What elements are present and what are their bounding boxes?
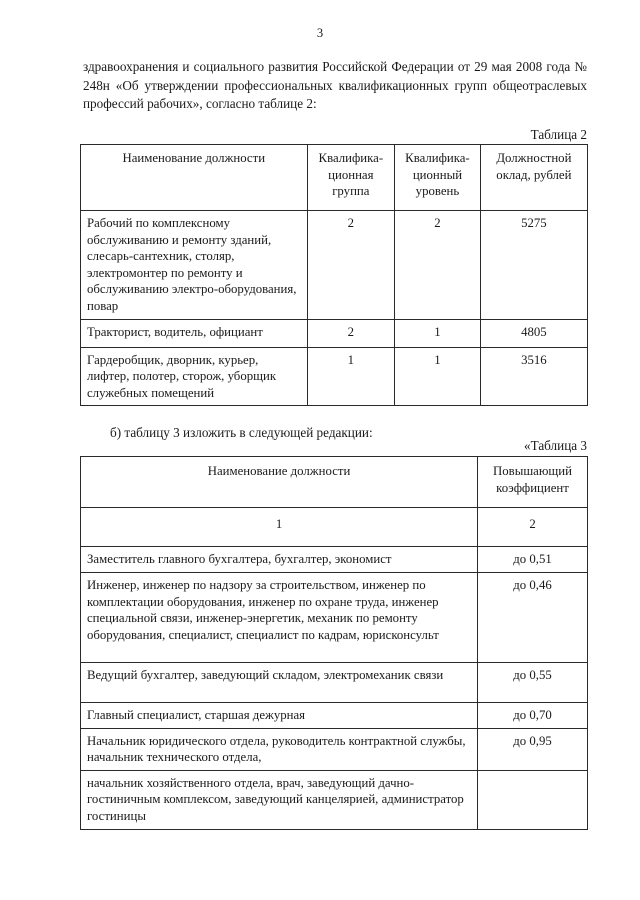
table-row xyxy=(81,547,588,573)
table3-header-position: Наименование должности xyxy=(81,457,478,508)
table3-cell-coefficient: до 0,55 xyxy=(478,663,588,703)
table2-cell-level: 2 xyxy=(395,211,481,320)
table-row xyxy=(81,347,588,406)
table-row xyxy=(81,319,588,347)
table3-cell-coefficient xyxy=(478,770,588,829)
table3-column-number: 1 xyxy=(81,508,478,547)
table3-caption: «Таблица 3 xyxy=(524,438,587,453)
table2 xyxy=(80,144,588,406)
table2-caption: Таблица 2 xyxy=(530,127,587,142)
table3-cell-position: Инженер, инженер по надзору за строительством, инженер по комплектации оборудования, инженер по охране труда, инженер специальной связи, инженер-энергетик, механик по ремонту оборудования, специалист, специалист по кадрам, юрисконсульт xyxy=(81,573,478,663)
table2-cell-salary: 4805 xyxy=(480,319,587,347)
table3-cell-position: Начальник юридического отдела, руководитель контрактной службы, начальник технического отдела, xyxy=(81,728,478,770)
table3-cell-coefficient: до 0,51 xyxy=(478,547,588,573)
table-row xyxy=(81,211,588,320)
table3-cell-coefficient: до 0,70 xyxy=(478,703,588,729)
table2-cell-group: 1 xyxy=(307,347,395,406)
intro-paragraph: здравоохранения и социального развития Российской Федерации от 29 мая 2008 года № 248н «Об утверждении профессиональных квалификационных групп общеотраслевых профессий рабочих», согласно таблице 2: xyxy=(83,59,587,111)
table-row xyxy=(81,663,588,703)
table3-cell-coefficient: до 0,46 xyxy=(478,573,588,663)
table2-cell-group: 2 xyxy=(307,211,395,320)
table2-header-row xyxy=(81,145,588,211)
table3-header-row xyxy=(81,457,588,508)
table2-cell-level: 1 xyxy=(395,319,481,347)
table3-cell-position: Главный специалист, старшая дежурная xyxy=(81,703,478,729)
table-row xyxy=(81,573,588,663)
table2-header-group: Квалифика-ционная группа xyxy=(307,145,395,211)
table2-header-salary: Должностной оклад, рублей xyxy=(480,145,587,211)
table3-column-numbers-row xyxy=(81,508,588,547)
table-row xyxy=(81,770,588,829)
table-row xyxy=(81,728,588,770)
table3-cell-position: начальник хозяйственного отдела, врач, заведующий дачно-гостиничным комплексом, заведующий канцелярией, администратор гостиницы xyxy=(81,770,478,829)
table2-cell-position: Тракторист, водитель, официант xyxy=(81,319,308,347)
table2-cell-salary: 3516 xyxy=(480,347,587,406)
table3-cell-position: Ведущий бухгалтер, заведующий складом, электромеханик связи xyxy=(81,663,478,703)
table3 xyxy=(80,456,588,830)
table2-header-position: Наименование должности xyxy=(81,145,308,211)
table2-cell-position: Рабочий по комплексному обслуживанию и ремонту зданий, слесарь-сантехник, столяр, электромонтер по ремонту и обслуживанию электро-оборудования, повар xyxy=(81,211,308,320)
table-row xyxy=(81,703,588,729)
table2-cell-position: Гардеробщик, дворник, курьер, лифтер, полотер, сторож, уборщик служебных помещений xyxy=(81,347,308,406)
table3-cell-position: Заместитель главного бухгалтера, бухгалтер, экономист xyxy=(81,547,478,573)
table2-header-level: Квалифика-ционный уровень xyxy=(395,145,481,211)
table3-column-number: 2 xyxy=(478,508,588,547)
table2-cell-group: 2 xyxy=(307,319,395,347)
table2-cell-level: 1 xyxy=(395,347,481,406)
table3-header-coefficient: Повышающий коэффициент xyxy=(478,457,588,508)
subparagraph-b: б) таблицу 3 изложить в следующей редакции: xyxy=(110,425,373,440)
page-number: 3 xyxy=(316,26,324,40)
table2-cell-salary: 5275 xyxy=(480,211,587,320)
table3-cell-coefficient: до 0,95 xyxy=(478,728,588,770)
